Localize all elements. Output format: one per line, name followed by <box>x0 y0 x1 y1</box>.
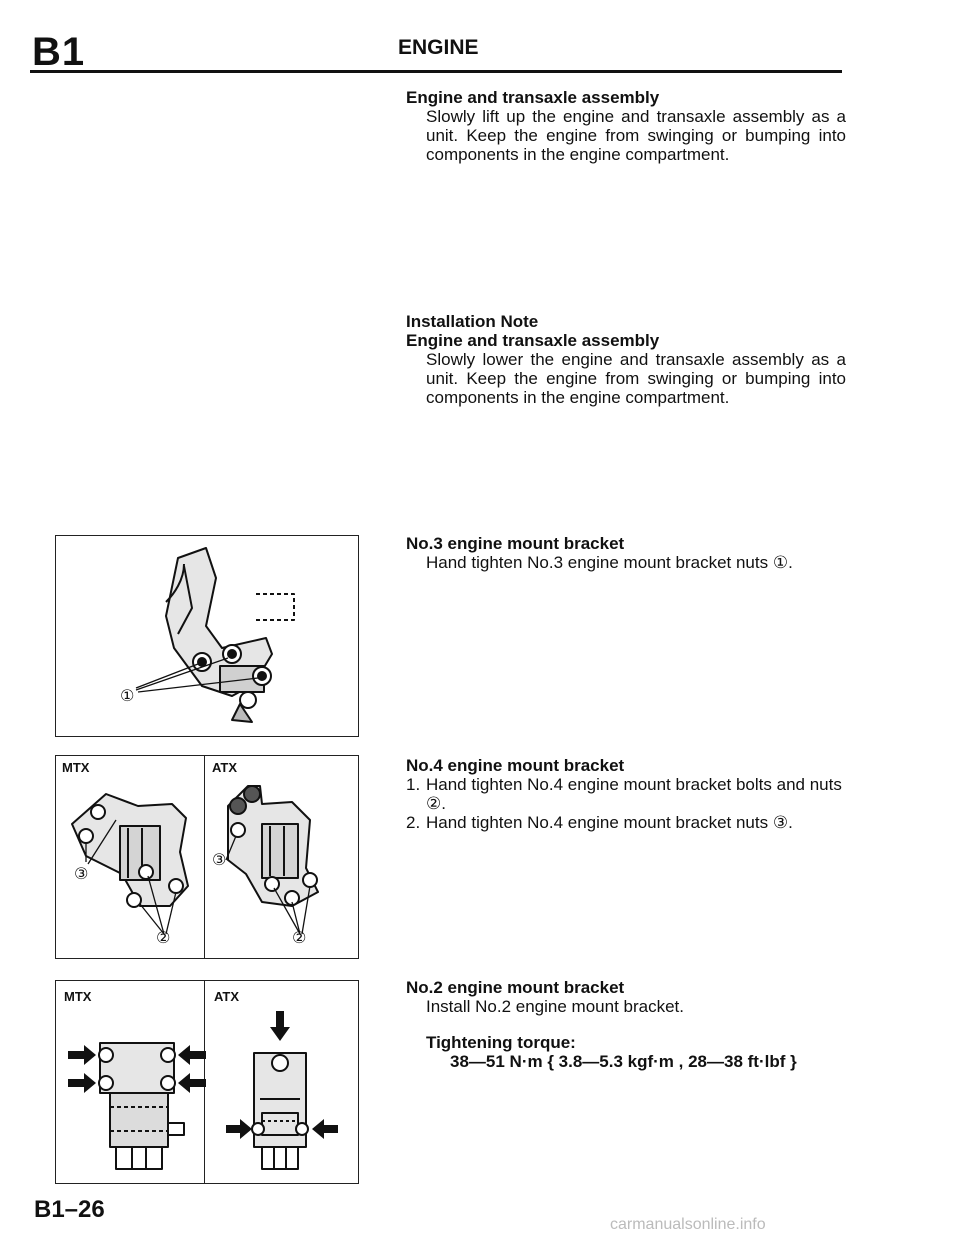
mount3-illustration <box>56 536 358 736</box>
step-number: 2. <box>406 813 421 832</box>
mount3-text: Hand tighten No.3 engine mount bracket nuts ①. <box>426 553 793 572</box>
step-text: Hand tighten No.4 engine mount bracket nuts ③. <box>426 813 793 832</box>
fig2-callout-left-bolts: ② <box>156 930 171 947</box>
mount4-step-1 <box>406 775 846 813</box>
mount2-illustration <box>56 981 358 1183</box>
installation-heading: Engine and transaxle assembly <box>406 331 660 350</box>
torque-value: 38—51 N·m { 3.8—5.3 kgf·m , 28—38 ft·lbf } <box>450 1052 797 1071</box>
section-code: B1 <box>32 30 86 74</box>
fig2-callout-right-nuts: ③ <box>212 852 227 869</box>
step-text: Hand tighten No.4 engine mount bracket bolts and nuts ②. <box>426 775 842 813</box>
fig1-callout: ① <box>120 688 135 705</box>
page-title: ENGINE <box>398 36 479 59</box>
figure-mount3 <box>55 535 359 737</box>
mount4-illustration <box>56 756 358 958</box>
fig2-left-label: MTX <box>62 760 90 775</box>
fig2-callout-left-nuts: ③ <box>74 866 89 883</box>
page-number: B1–26 <box>34 1196 105 1223</box>
tightening-torque <box>406 1033 846 1071</box>
installation-text: Slowly lower the engine and transaxle assembly as a unit. Keep the engine from swinging or bumping into components in the engine compartment. <box>426 350 846 407</box>
figure-mount4 <box>55 755 359 959</box>
torque-label: Tightening torque: <box>426 1033 576 1052</box>
mount2-section <box>406 978 846 1071</box>
header-rule <box>30 70 842 73</box>
mount3-section <box>406 534 846 572</box>
fig2-callout-right-bolts: ② <box>292 930 307 947</box>
fig3-left-label: MTX <box>64 989 92 1004</box>
mount2-text: Install No.2 engine mount bracket. <box>426 997 684 1016</box>
watermark: carmanualsonline.info <box>610 1216 766 1233</box>
removal-text: Slowly lift up the engine and transaxle assembly as a unit. Keep the engine from swinging or bumping into components in the engine compartment. <box>426 107 846 164</box>
mount3-heading: No.3 engine mount bracket <box>406 534 625 553</box>
fig3-right-label: ATX <box>214 989 240 1004</box>
step-number: 1. <box>406 775 421 794</box>
installation-note-heading: Installation Note <box>406 312 539 331</box>
removal-heading: Engine and transaxle assembly <box>406 88 660 107</box>
fig2-right-label: ATX <box>212 760 238 775</box>
mount4-section <box>406 756 846 832</box>
removal-section <box>406 88 846 164</box>
installation-section <box>406 312 846 407</box>
mount2-heading: No.2 engine mount bracket <box>406 978 625 997</box>
mount4-heading: No.4 engine mount bracket <box>406 756 625 775</box>
mount4-step-2 <box>406 813 846 832</box>
figure-mount2 <box>55 980 359 1184</box>
